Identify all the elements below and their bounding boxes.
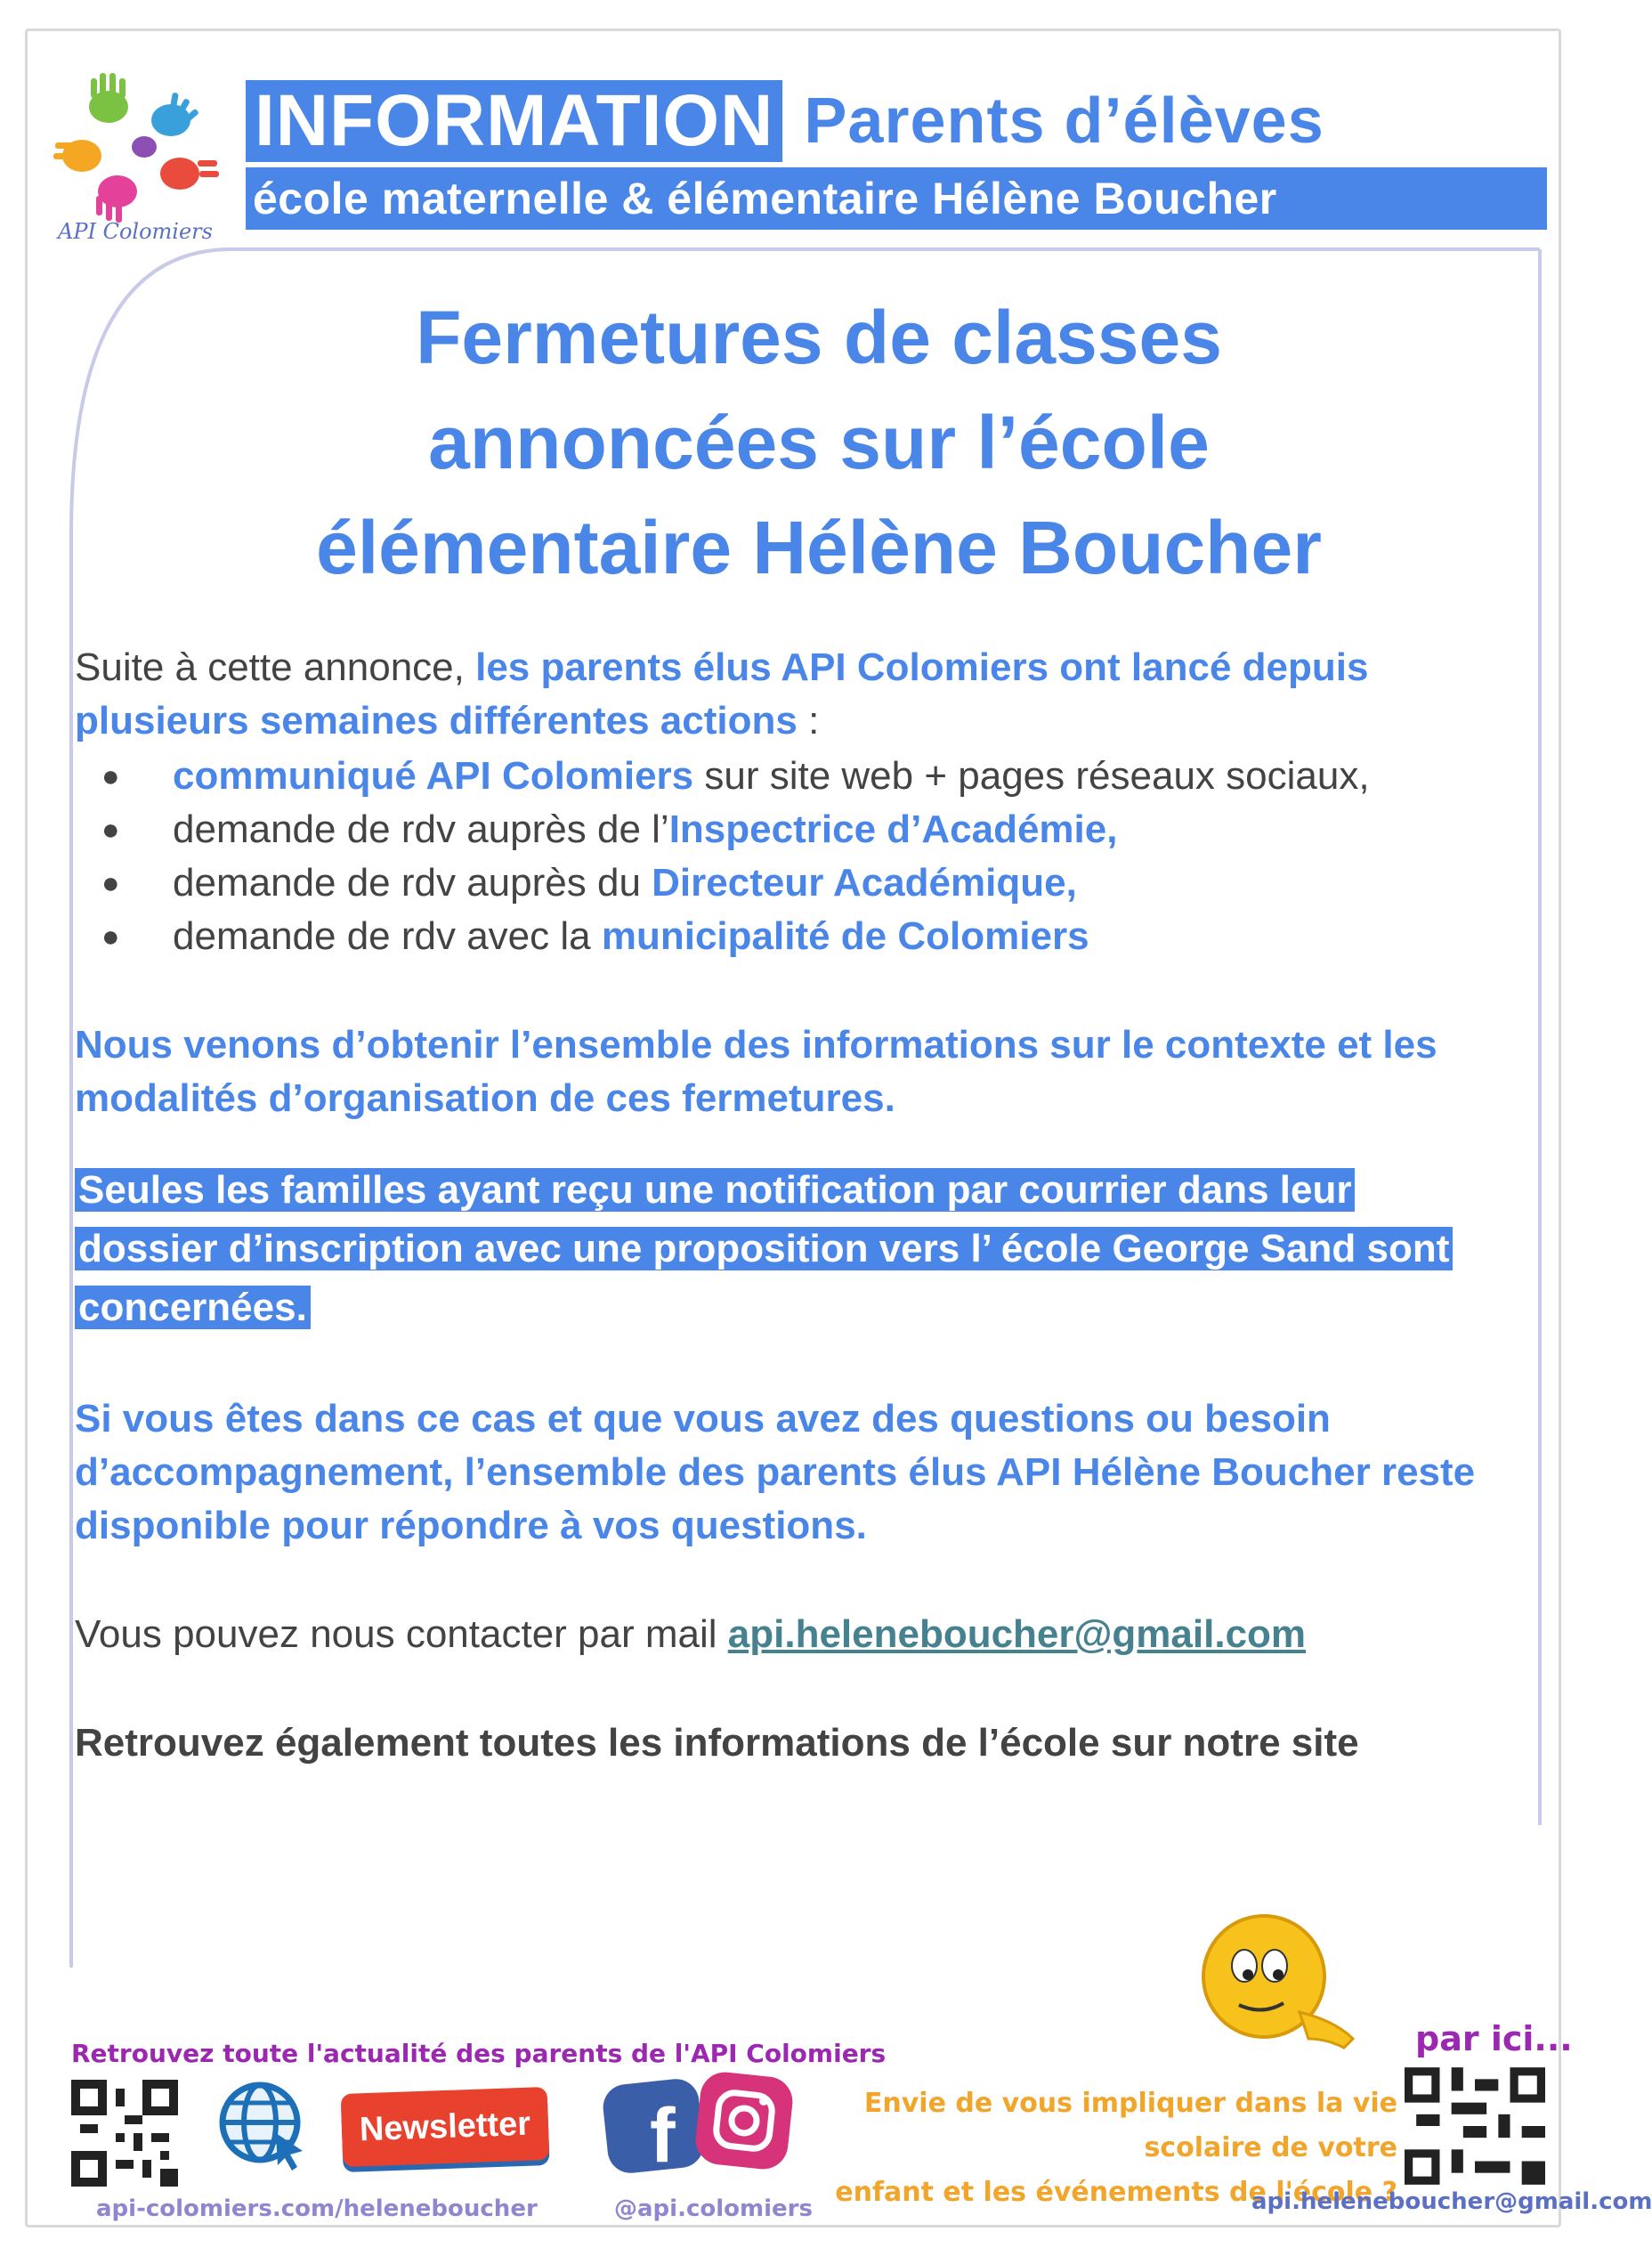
svg-text:f: f <box>650 2093 676 2179</box>
header-banner <box>246 80 1324 162</box>
facebook-instagram-icon[interactable] <box>598 2069 803 2179</box>
action-plain: sur site web + pages réseaux sociaux, <box>693 754 1370 798</box>
contact-paragraph <box>75 1608 1499 1661</box>
intro-bold: les parents élus API Colomiers ont lancé depuis plusieurs semaines différentes actions <box>75 645 1369 743</box>
action-tail: , <box>1065 861 1077 905</box>
newsletter-button[interactable]: Newsletter <box>341 2087 550 2167</box>
hand-pink-icon <box>96 175 137 223</box>
list-item <box>75 856 1499 910</box>
banner-information: INFORMATION <box>246 80 782 162</box>
bullet-icon: ● <box>101 813 120 847</box>
title-line-1: Fermetures de classes <box>416 296 1222 379</box>
highlight-text: Seules les familles ayant reçu une notification par courrier dans leur dossier d’inscription avec une proposition vers l’ école George Sand sont concernées. <box>75 1168 1453 1329</box>
intro-plain: Suite à cette annonce, <box>75 645 476 689</box>
smiley-pointing-icon <box>1184 1905 1362 2065</box>
hand-green-icon <box>89 73 128 123</box>
action-bold-post: Inspectrice d’Académie <box>668 807 1107 851</box>
title-line-3: élémentaire Hélène Boucher <box>316 506 1322 589</box>
globe-icon[interactable] <box>214 2076 312 2174</box>
contact-label: Vous pouvez nous contacter par mail <box>75 1612 728 1656</box>
footer-left-title: Retrouvez toute l'actualité des parents de l'API Colomiers <box>71 2039 887 2068</box>
hand-purple-icon <box>132 136 157 158</box>
body-content <box>75 641 1499 1770</box>
banner-school: école maternelle & élémentaire Hélène Boucher <box>246 167 1547 230</box>
title-line-2: annoncées sur l’école <box>428 401 1210 484</box>
qr-code-left-icon[interactable] <box>71 2080 178 2187</box>
bullet-icon: ● <box>101 759 120 793</box>
bullet-icon: ● <box>101 866 120 900</box>
info-paragraph: Nous venons d’obtenir l’ensemble des informations sur le contexte et les modalités d’organisation de ces fermetures. <box>75 1023 1437 1120</box>
actions-list <box>75 750 1499 963</box>
action-bold-pre: communiqué API Colomiers <box>173 754 694 798</box>
action-plain: demande de rdv avec la <box>173 914 602 958</box>
highlight-paragraph <box>75 1161 1499 1337</box>
hand-orange-icon <box>53 140 101 172</box>
contact-email-link[interactable]: api.heleneboucher@gmail.com <box>727 1612 1307 1656</box>
hand-blue-icon <box>151 93 199 136</box>
footer-right-title: par ici... <box>1415 2019 1573 2058</box>
footer-website-link[interactable]: api-colomiers.com/heleneboucher <box>96 2195 538 2222</box>
action-tail: , <box>1106 807 1118 851</box>
list-item <box>75 910 1499 963</box>
footer-involvement-line-1: Envie de vous impliquer dans la vie scolaire de votre <box>863 2088 1397 2163</box>
action-bold-post: municipalité de Colomiers <box>601 914 1089 958</box>
logo-caption: API Colomiers <box>58 219 213 244</box>
banner-parents: Parents d’élèves <box>804 85 1324 157</box>
footer-involvement-line-2: enfant et les événements de l'école ? <box>835 2177 1397 2208</box>
list-item <box>75 803 1499 856</box>
footer-email-link[interactable]: api.heleneboucher@gmail.com <box>1251 2188 1652 2215</box>
list-item <box>75 750 1499 803</box>
action-bold-post: Directeur Académique <box>652 861 1066 905</box>
action-plain: demande de rdv auprès du <box>173 861 652 905</box>
help-paragraph: Si vous êtes dans ce cas et que vous avez des questions ou besoin d’accompagnement, l’ensemble des parents élus API Hélène Boucher reste disponible pour répondre à vos questions. <box>75 1397 1476 1547</box>
footer-social-handle[interactable]: @api.colomiers <box>614 2195 813 2222</box>
hand-red-icon <box>160 158 219 190</box>
action-plain: demande de rdv auprès de l’ <box>173 807 669 851</box>
bullet-icon: ● <box>101 920 120 954</box>
qr-code-right-icon[interactable] <box>1405 2067 1545 2185</box>
final-paragraph: Retrouvez également toutes les informations de l’école sur notre site <box>75 1721 1359 1765</box>
page-title <box>107 285 1531 600</box>
intro-end: : <box>797 699 820 743</box>
intro-paragraph <box>75 641 1499 748</box>
